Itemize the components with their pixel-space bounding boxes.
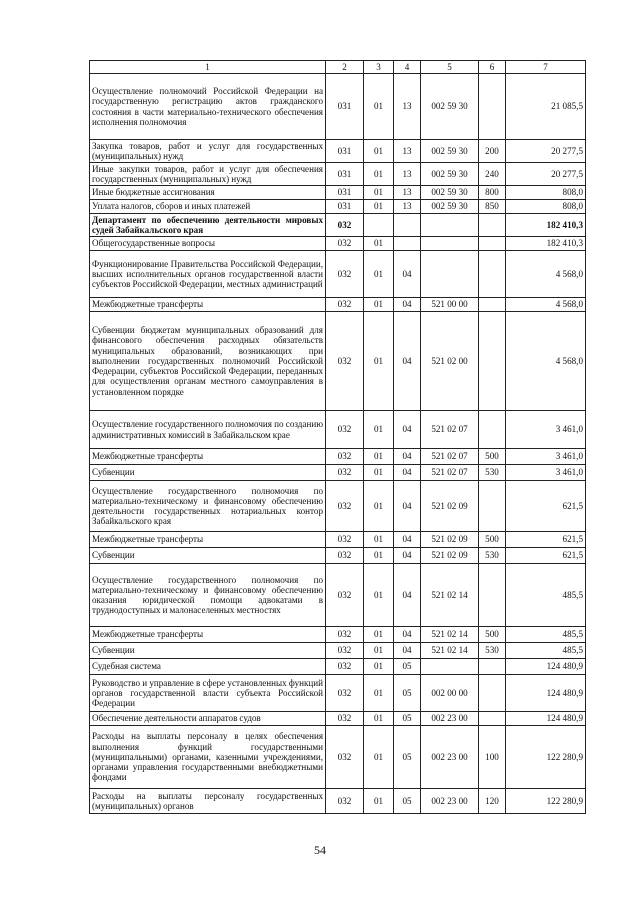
expense-type-code-cell: 500: [479, 627, 506, 643]
subsection-code-cell: 05: [394, 789, 421, 814]
target-article-code-cell: 521 00 00: [421, 298, 479, 312]
table-row: [90, 564, 586, 627]
amount-cell: 20 277,5: [506, 163, 586, 186]
expense-type-code-cell: 240: [479, 163, 506, 186]
admin-code-cell: 031: [326, 140, 364, 163]
target-article-code-cell: 521 02 14: [421, 564, 479, 627]
amount-cell: 485,5: [506, 564, 586, 627]
row-name-cell: Межбюджетные трансферты: [90, 298, 326, 312]
amount-cell: 124 480,9: [506, 712, 586, 726]
expense-type-code-cell: [479, 712, 506, 726]
subsection-code-cell: 04: [394, 532, 421, 548]
expense-type-code-cell: 200: [479, 140, 506, 163]
row-name-cell: Руководство и управление в сфере установленных функций органов государственной власти субъекта Российской Федерации: [90, 675, 326, 712]
section-code-cell: 01: [364, 200, 394, 214]
expense-type-code-cell: 100: [479, 726, 506, 789]
admin-code-cell: 032: [326, 712, 364, 726]
admin-code-cell: 032: [326, 532, 364, 548]
page-number: 54: [314, 843, 326, 857]
expense-type-code-cell: [479, 411, 506, 449]
amount-cell: 485,5: [506, 627, 586, 643]
table-row: [90, 200, 586, 214]
section-code-cell: 01: [364, 251, 394, 298]
expense-type-code-cell: [479, 214, 506, 237]
budget-table-container: [89, 60, 585, 814]
expense-type-code-cell: 500: [479, 532, 506, 548]
target-article-code-cell: 521 02 07: [421, 465, 479, 481]
section-code-cell: 01: [364, 140, 394, 163]
admin-code-cell: 031: [326, 74, 364, 140]
section-code-cell: 01: [364, 237, 394, 251]
row-name-cell: Межбюджетные трансферты: [90, 532, 326, 548]
row-name-cell: Закупка товаров, работ и услуг для государственных (муниципальных) нужд: [90, 140, 326, 163]
admin-code-cell: 031: [326, 163, 364, 186]
admin-code-cell: 032: [326, 675, 364, 712]
row-name-cell: Расходы на выплаты персоналу государственных (муниципальных) органов: [90, 789, 326, 814]
target-article-code-cell: 521 02 14: [421, 627, 479, 643]
section-code-cell: 01: [364, 789, 394, 814]
admin-code-cell: 032: [326, 659, 364, 675]
table-row: [90, 298, 586, 312]
header-row: [90, 61, 586, 74]
row-name-cell: Судебная система: [90, 659, 326, 675]
expense-type-code-cell: [479, 481, 506, 532]
target-article-code-cell: 521 02 09: [421, 548, 479, 564]
amount-cell: 122 280,9: [506, 789, 586, 814]
section-code-cell: 01: [364, 726, 394, 789]
row-name-cell: Расходы на выплаты персоналу в целях обеспечения выполнения функций государственными (муниципальными) органами, казенными учреждениями, органами управления государственными внебюджетными фондами: [90, 726, 326, 789]
expense-type-code-cell: [479, 251, 506, 298]
row-name-cell: Субвенции: [90, 548, 326, 564]
expense-type-code-cell: [479, 312, 506, 411]
subsection-code-cell: 04: [394, 627, 421, 643]
expense-type-code-cell: 530: [479, 643, 506, 659]
subsection-code-cell: 05: [394, 726, 421, 789]
admin-code-cell: 031: [326, 200, 364, 214]
target-article-code-cell: [421, 237, 479, 251]
section-code-cell: 01: [364, 659, 394, 675]
expense-type-code-cell: 530: [479, 465, 506, 481]
admin-code-cell: 032: [326, 481, 364, 532]
admin-code-cell: 032: [326, 643, 364, 659]
target-article-code-cell: 521 02 09: [421, 532, 479, 548]
target-article-code-cell: [421, 659, 479, 675]
column-header: 3: [364, 61, 394, 74]
admin-code-cell: 032: [326, 726, 364, 789]
target-article-code-cell: 521 02 00: [421, 312, 479, 411]
section-code-cell: 01: [364, 627, 394, 643]
row-name-cell: Межбюджетные трансферты: [90, 449, 326, 465]
subsection-code-cell: 13: [394, 163, 421, 186]
admin-code-cell: 032: [326, 237, 364, 251]
admin-code-cell: 032: [326, 214, 364, 237]
subsection-code-cell: 13: [394, 200, 421, 214]
expense-type-code-cell: [479, 659, 506, 675]
section-code-cell: 01: [364, 712, 394, 726]
subsection-code-cell: 04: [394, 449, 421, 465]
table-row: [90, 74, 586, 140]
expense-type-code-cell: [479, 675, 506, 712]
expense-type-code-cell: [479, 298, 506, 312]
table-row: [90, 643, 586, 659]
row-name-cell: Уплата налогов, сборов и иных платежей: [90, 200, 326, 214]
table-row: [90, 532, 586, 548]
expense-type-code-cell: 530: [479, 548, 506, 564]
subsection-code-cell: 04: [394, 481, 421, 532]
amount-cell: 124 480,9: [506, 675, 586, 712]
section-code-cell: 01: [364, 411, 394, 449]
admin-code-cell: 032: [326, 548, 364, 564]
section-code-cell: 01: [364, 312, 394, 411]
section-code-cell: 01: [364, 465, 394, 481]
target-article-code-cell: 002 59 30: [421, 74, 479, 140]
section-code-cell: 01: [364, 449, 394, 465]
amount-cell: 621,5: [506, 548, 586, 564]
subsection-code-cell: 04: [394, 643, 421, 659]
row-name-cell: Осуществление государственного полномочия по материально-техническому и финансовому обеспечению оказания юридической помощи адвокатами в труднодоступных и малонаселенных местностях: [90, 564, 326, 627]
section-code-cell: 01: [364, 74, 394, 140]
section-code-cell: 01: [364, 186, 394, 200]
column-header: 5: [421, 61, 479, 74]
table-row: [90, 251, 586, 298]
row-name-cell: Субвенции: [90, 643, 326, 659]
subsection-code-cell: 04: [394, 411, 421, 449]
amount-cell: 122 280,9: [506, 726, 586, 789]
amount-cell: 808,0: [506, 200, 586, 214]
target-article-code-cell: 521 02 14: [421, 643, 479, 659]
column-header: 2: [326, 61, 364, 74]
subsection-code-cell: 13: [394, 140, 421, 163]
table-row: [90, 163, 586, 186]
row-name-cell: Субвенции бюджетам муниципальных образований для финансового обеспечения расходных обязательств муниципальных образований, возникающих при выполнении государственных полномочий Российской Федерации, субъектов Российской Федерации, переданных для осуществления органам местного самоуправления в установленном порядке: [90, 312, 326, 411]
table-row: [90, 140, 586, 163]
row-name-cell: Осуществление государственного полномочия по созданию административных комиссий в Забайкальском крае: [90, 411, 326, 449]
target-article-code-cell: [421, 251, 479, 298]
amount-cell: 3 461,0: [506, 465, 586, 481]
admin-code-cell: 031: [326, 186, 364, 200]
budget-table: [89, 60, 586, 814]
admin-code-cell: 032: [326, 312, 364, 411]
subsection-code-cell: 04: [394, 465, 421, 481]
admin-code-cell: 032: [326, 564, 364, 627]
expense-type-code-cell: [479, 74, 506, 140]
target-article-code-cell: 002 59 30: [421, 200, 479, 214]
column-header: 4: [394, 61, 421, 74]
section-code-cell: 01: [364, 643, 394, 659]
amount-cell: 20 277,5: [506, 140, 586, 163]
target-article-code-cell: 521 02 07: [421, 449, 479, 465]
section-code-cell: [364, 214, 394, 237]
row-name-cell: Осуществление государственного полномочия по материально-техническому и финансовому обеспечению деятельности государственных нотариальных контор Забайкальского края: [90, 481, 326, 532]
expense-type-code-cell: [479, 564, 506, 627]
subsection-code-cell: 04: [394, 564, 421, 627]
amount-cell: 4 568,0: [506, 251, 586, 298]
table-row: [90, 726, 586, 789]
table-row: [90, 465, 586, 481]
target-article-code-cell: 521 02 07: [421, 411, 479, 449]
table-row: [90, 481, 586, 532]
table-row: [90, 411, 586, 449]
table-row: [90, 789, 586, 814]
subsection-code-cell: 13: [394, 74, 421, 140]
target-article-code-cell: 002 23 00: [421, 789, 479, 814]
amount-cell: 182 410,3: [506, 214, 586, 237]
subsection-code-cell: 04: [394, 251, 421, 298]
subsection-code-cell: 05: [394, 659, 421, 675]
admin-code-cell: 032: [326, 298, 364, 312]
section-code-cell: 01: [364, 564, 394, 627]
amount-cell: 4 568,0: [506, 312, 586, 411]
table-row: [90, 659, 586, 675]
column-header: 7: [506, 61, 586, 74]
amount-cell: 124 480,9: [506, 659, 586, 675]
target-article-code-cell: 002 59 30: [421, 186, 479, 200]
table-row: [90, 214, 586, 237]
row-name-cell: Обеспечение деятельности аппаратов судов: [90, 712, 326, 726]
target-article-code-cell: 002 23 00: [421, 712, 479, 726]
section-code-cell: 01: [364, 481, 394, 532]
section-code-cell: 01: [364, 163, 394, 186]
amount-cell: 3 461,0: [506, 449, 586, 465]
amount-cell: 21 085,5: [506, 74, 586, 140]
admin-code-cell: 032: [326, 449, 364, 465]
subsection-code-cell: [394, 237, 421, 251]
row-name-cell: Осуществление полномочий Российской Федерации на государственную регистрацию актов гражданского состояния в части материально-технического обеспечения исполнения полномочия: [90, 74, 326, 140]
amount-cell: 621,5: [506, 481, 586, 532]
target-article-code-cell: 521 02 09: [421, 481, 479, 532]
expense-type-code-cell: [479, 237, 506, 251]
table-row: [90, 675, 586, 712]
expense-type-code-cell: 800: [479, 186, 506, 200]
row-name-cell: Департамент по обеспечению деятельности мировых судей Забайкальского края: [90, 214, 326, 237]
row-name-cell: Иные бюджетные ассигнования: [90, 186, 326, 200]
subsection-code-cell: 05: [394, 675, 421, 712]
subsection-code-cell: 04: [394, 312, 421, 411]
row-name-cell: Общегосударственные вопросы: [90, 237, 326, 251]
table-row: [90, 312, 586, 411]
admin-code-cell: 032: [326, 627, 364, 643]
table-row: [90, 186, 586, 200]
row-name-cell: Межбюджетные трансферты: [90, 627, 326, 643]
section-code-cell: 01: [364, 532, 394, 548]
subsection-code-cell: 04: [394, 298, 421, 312]
amount-cell: 4 568,0: [506, 298, 586, 312]
column-header: 6: [479, 61, 506, 74]
target-article-code-cell: 002 00 00: [421, 675, 479, 712]
target-article-code-cell: 002 23 00: [421, 726, 479, 789]
table-row: [90, 627, 586, 643]
row-name-cell: Субвенции: [90, 465, 326, 481]
admin-code-cell: 032: [326, 411, 364, 449]
table-row: [90, 712, 586, 726]
table-row: [90, 548, 586, 564]
subsection-code-cell: 05: [394, 712, 421, 726]
amount-cell: 182 410,3: [506, 237, 586, 251]
row-name-cell: Иные закупки товаров, работ и услуг для обеспечения государственных (муниципальных) нужд: [90, 163, 326, 186]
target-article-code-cell: [421, 214, 479, 237]
subsection-code-cell: [394, 214, 421, 237]
target-article-code-cell: 002 59 30: [421, 140, 479, 163]
amount-cell: 621,5: [506, 532, 586, 548]
amount-cell: 3 461,0: [506, 411, 586, 449]
subsection-code-cell: 13: [394, 186, 421, 200]
section-code-cell: 01: [364, 298, 394, 312]
expense-type-code-cell: 500: [479, 449, 506, 465]
row-name-cell: Функционирование Правительства Российской Федерации, высших исполнительных органов государственной власти субъектов Российской Федерации, местных администраций: [90, 251, 326, 298]
amount-cell: 808,0: [506, 186, 586, 200]
table-body: [90, 61, 586, 814]
table-row: [90, 449, 586, 465]
amount-cell: 485,5: [506, 643, 586, 659]
section-code-cell: 01: [364, 548, 394, 564]
admin-code-cell: 032: [326, 465, 364, 481]
expense-type-code-cell: 850: [479, 200, 506, 214]
admin-code-cell: 032: [326, 251, 364, 298]
column-header: 1: [90, 61, 326, 74]
section-code-cell: 01: [364, 675, 394, 712]
expense-type-code-cell: 120: [479, 789, 506, 814]
subsection-code-cell: 04: [394, 548, 421, 564]
admin-code-cell: 032: [326, 789, 364, 814]
target-article-code-cell: 002 59 30: [421, 163, 479, 186]
table-row: [90, 237, 586, 251]
